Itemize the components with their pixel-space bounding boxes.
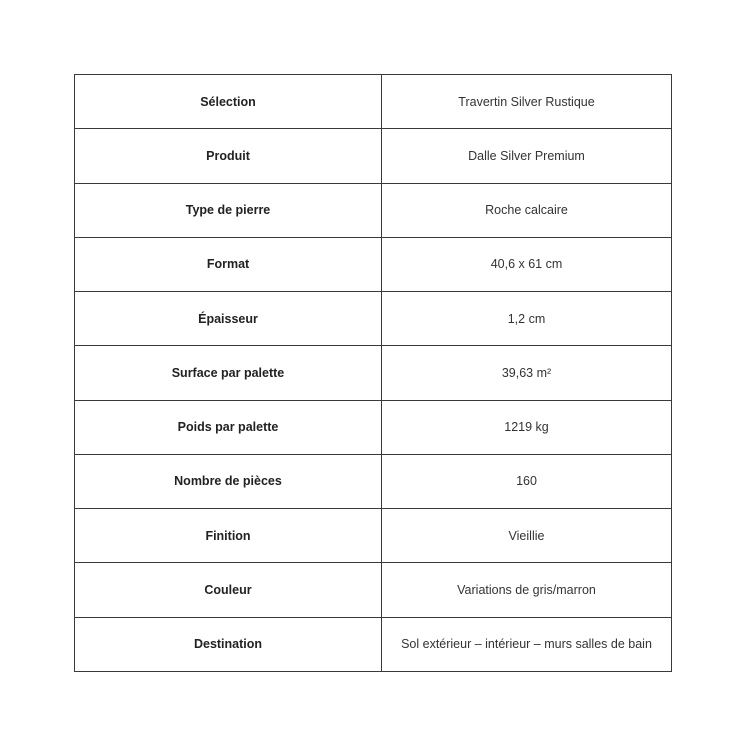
- spec-label: Sélection: [75, 75, 382, 129]
- table-row: [75, 400, 672, 454]
- spec-value: Variations de gris/marron: [382, 563, 672, 617]
- spec-label: Finition: [75, 509, 382, 563]
- spec-label: Destination: [75, 617, 382, 671]
- spec-value: Vieillie: [382, 509, 672, 563]
- spec-label: Produit: [75, 129, 382, 183]
- spec-label: Type de pierre: [75, 183, 382, 237]
- table-row: [75, 75, 672, 129]
- spec-value: 39,63 m²: [382, 346, 672, 400]
- spec-value: Dalle Silver Premium: [382, 129, 672, 183]
- spec-value: 160: [382, 454, 672, 508]
- table-row: [75, 454, 672, 508]
- spec-value: 1,2 cm: [382, 292, 672, 346]
- table-row: [75, 509, 672, 563]
- spec-value: Roche calcaire: [382, 183, 672, 237]
- spec-table-body: [75, 75, 672, 672]
- spec-label: Format: [75, 237, 382, 291]
- spec-label: Poids par palette: [75, 400, 382, 454]
- table-row: [75, 292, 672, 346]
- product-spec-table: [74, 74, 672, 672]
- spec-value: 40,6 x 61 cm: [382, 237, 672, 291]
- table-row: [75, 129, 672, 183]
- spec-label: Nombre de pièces: [75, 454, 382, 508]
- spec-label: Épaisseur: [75, 292, 382, 346]
- table-row: [75, 346, 672, 400]
- table-row: [75, 183, 672, 237]
- table-row: [75, 617, 672, 671]
- spec-value: 1219 kg: [382, 400, 672, 454]
- table-row: [75, 237, 672, 291]
- spec-value: Travertin Silver Rustique: [382, 75, 672, 129]
- spec-label: Surface par palette: [75, 346, 382, 400]
- table-row: [75, 563, 672, 617]
- spec-value: Sol extérieur – intérieur – murs salles de bain: [382, 617, 672, 671]
- spec-label: Couleur: [75, 563, 382, 617]
